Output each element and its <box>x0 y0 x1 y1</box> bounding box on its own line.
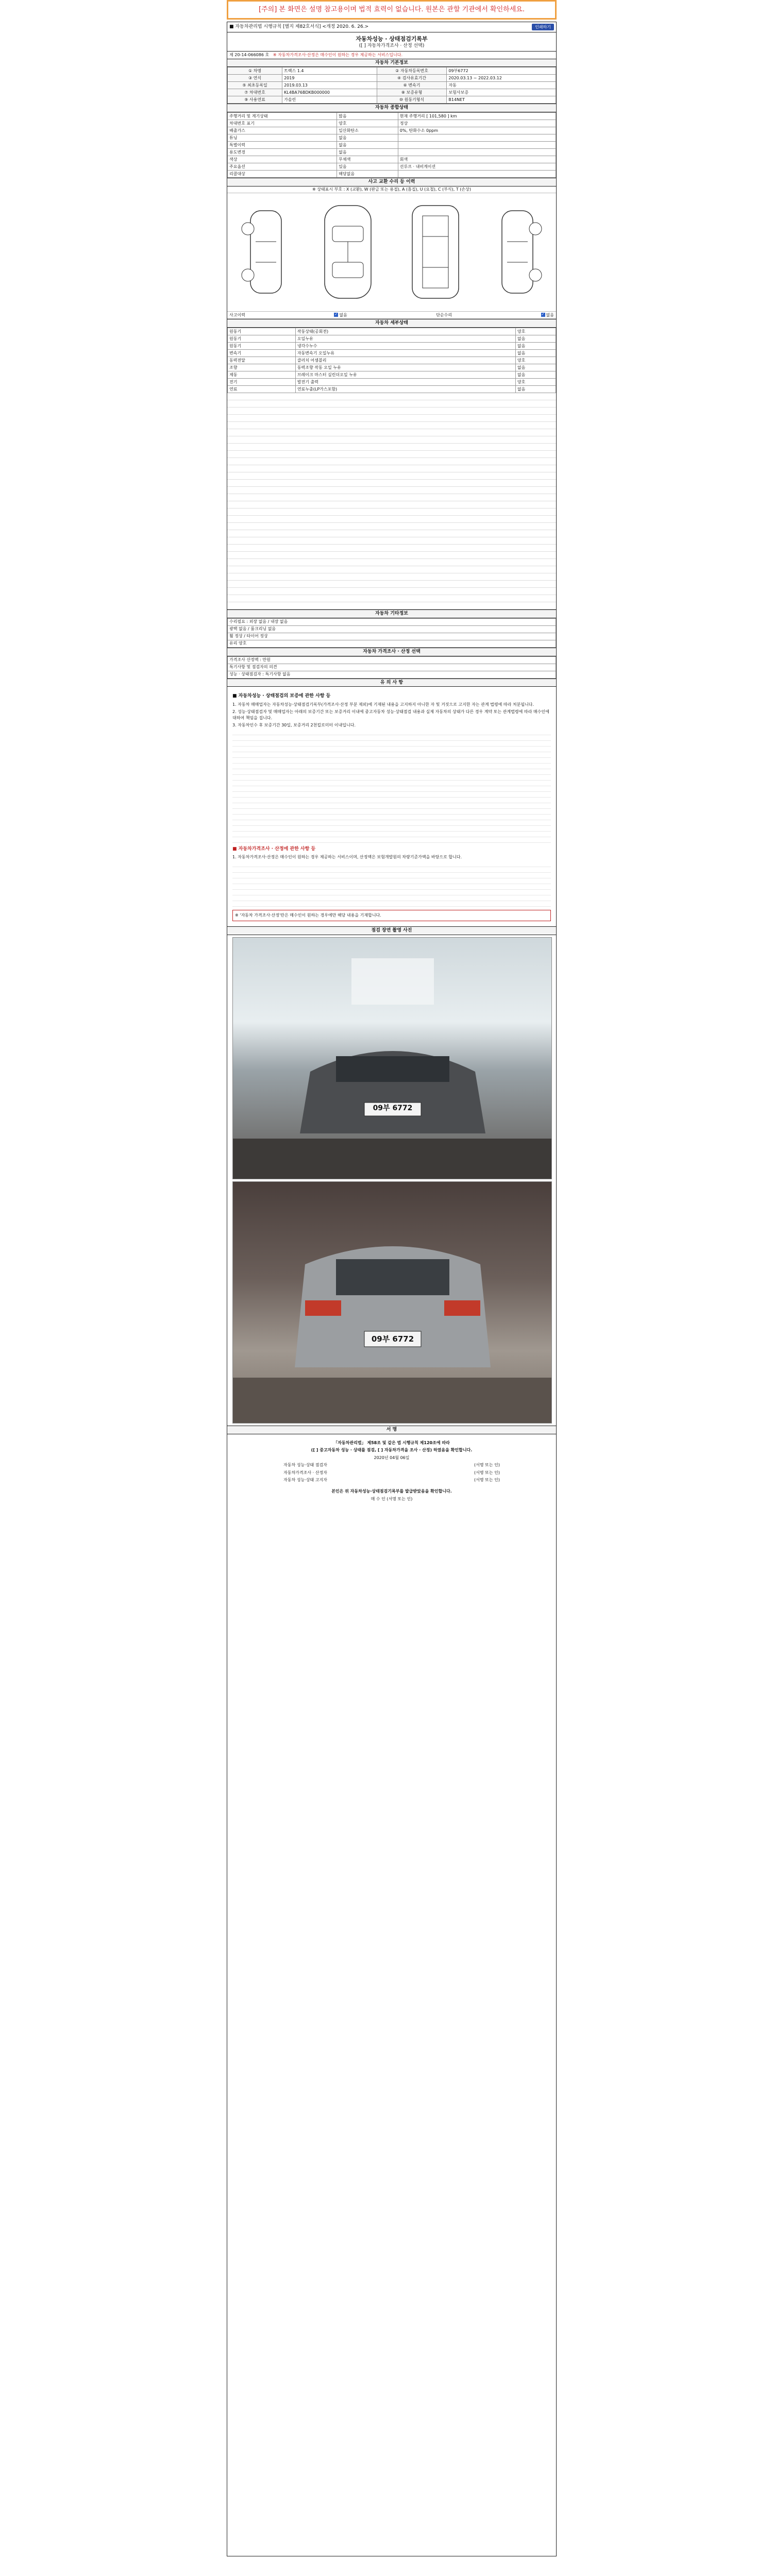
basic-info-cell: ② 자동차등록번호 <box>377 67 447 75</box>
overall-state-cell: 용도변경 <box>228 149 337 156</box>
car-left-view-icon <box>232 206 299 298</box>
overall-state-row <box>228 171 556 178</box>
detail-cell: 없음 <box>515 364 556 371</box>
basic-info-heading: 자동차 기본정보 <box>227 59 556 67</box>
signature-line-2: ([ ] 중고자동차 성능 · 상태를 점검, [ ] 자동차가격을 조사 · 산정) 하였음을 확인합니다. <box>311 1448 473 1453</box>
overall-state-cell: 일산화탄소 <box>337 127 398 134</box>
accident-heading: 사고 교환 수리 등 이력 <box>227 178 556 187</box>
overall-state-cell: 차대번호 표기 <box>228 120 337 127</box>
basic-info-cell: 2019 <box>282 75 377 82</box>
detail-cell: 없음 <box>515 349 556 357</box>
basic-info-cell: KL4BA76BDKB000000 <box>282 89 377 96</box>
notes-continued <box>232 730 551 843</box>
basic-info-cell: ⑤ 최초등록일 <box>228 82 282 89</box>
detail-cell: 양호 <box>515 328 556 335</box>
rear-plate-text: 09부 6772 <box>371 1334 414 1344</box>
front-plate-text: 09부 6772 <box>373 1104 413 1113</box>
overall-state-cell: 양호 <box>337 120 398 127</box>
note-paragraph: 2. 성능·상태점검자 및 매매업자는 아래의 보증기간 또는 보증거리 이내에 중고자동차 성능·상태점검 내용과 실제 자동차의 상태가 다른 경우 계약 또는 관계법령에 따라 매수인에 대하여 책임을 집니다. <box>232 709 549 720</box>
detail-table-continued <box>227 393 556 609</box>
overall-state-table <box>227 112 556 178</box>
etc-row <box>228 633 556 640</box>
detail-row <box>228 328 556 335</box>
note-paragraph: 1. 자동차가격조사·산정은 매수인이 원하는 경우 제공하는 서비스이며, 산정액은 보험개발원의 차량기준가액을 바탕으로 합니다. <box>232 855 462 860</box>
basic-info-cell: ⑨ 사용연료 <box>228 96 282 104</box>
document-topbar <box>227 22 556 32</box>
overall-state-row <box>228 113 556 120</box>
basic-info-cell: 보험사보증 <box>447 89 556 96</box>
signature-block <box>227 1434 556 1508</box>
overall-state-cell: 없음 <box>337 149 398 156</box>
detail-cell: 원동기 <box>228 328 296 335</box>
signature-footer: 본인은 위 자동차성능·상태점검기록부를 발급받았음을 확인합니다. <box>331 1489 452 1494</box>
overall-state-heading: 자동차 종합상태 <box>227 104 556 112</box>
notes-continued-2 <box>232 861 551 908</box>
etc-row <box>228 625 556 633</box>
basic-info-cell: ⑩ 원동기형식 <box>377 96 447 104</box>
inspection-photo-rear <box>232 1181 552 1423</box>
overall-state-cell: 있음 <box>337 163 398 171</box>
signature-row-notifier: 자동차 성능·상태 고지자 (서명 또는 인) <box>283 1477 500 1482</box>
overall-state-cell: 0%, 탄화수소 0ppm <box>398 127 556 134</box>
detail-cell: 연료 <box>228 385 296 393</box>
basic-info-cell: 2019.03.13 <box>282 82 377 89</box>
accident-value: ✓ 없음 <box>334 313 347 318</box>
basic-info-cell: B14NET <box>447 96 556 104</box>
detail-cell: 작동상태(공회전) <box>295 328 515 335</box>
accident-label: 사고이력 <box>229 312 245 317</box>
car-top-view-icon <box>309 200 386 303</box>
inspection-photo-front <box>232 937 552 1179</box>
special-note-label: 특기사항 및 점검자의 의견 <box>228 664 556 671</box>
buyer-signature: 매 수 인 (서명 또는 인) <box>371 1496 413 1501</box>
doc-number: 제 20-14-066086 호 <box>229 52 270 57</box>
basic-info-cell: ⑥ 변속기 <box>377 82 447 89</box>
detail-cell: 클러치 어셈블리 <box>295 357 515 364</box>
car-bottom-view-icon <box>397 200 474 303</box>
etc-heading: 자동차 기타정보 <box>227 609 556 618</box>
overall-state-cell: 현재 주행거리 [ 101,580 ] km <box>398 113 556 120</box>
basic-info-cell: ① 차명 <box>228 67 282 75</box>
repair-value: ✓ 없음 <box>541 313 554 318</box>
detail-cell: 없음 <box>515 342 556 349</box>
accident-history-row <box>227 312 556 319</box>
car-front-photo-icon <box>233 938 552 1179</box>
overall-state-cell: 회색 <box>398 156 556 163</box>
overall-state-row <box>228 134 556 142</box>
detail-cell: 없음 <box>515 371 556 378</box>
overall-state-cell: 선루프 · 내비게이션 <box>398 163 556 171</box>
basic-info-cell: 2020.03.13 ~ 2022.03.12 <box>447 75 556 82</box>
form-reference: ■ 자동차관리법 시행규칙 [별지 제82호서식] <개정 2020. 6. 26.> <box>229 24 369 30</box>
overall-state-row <box>228 149 556 156</box>
overall-state-cell <box>398 142 556 149</box>
detail-cell: 없음 <box>515 335 556 342</box>
overall-state-row <box>228 142 556 149</box>
overall-state-cell: 없음 <box>337 142 398 149</box>
overall-state-cell: 해당없음 <box>337 171 398 178</box>
detail-row <box>228 385 556 393</box>
detail-row <box>228 335 556 342</box>
basic-info-cell: ④ 검사유효기간 <box>377 75 447 82</box>
basic-info-cell: 09부6772 <box>447 67 556 75</box>
document-title: 자동차성능 · 상태점검기록부 <box>356 36 428 42</box>
etc-item: 수리필요 : 외장 없음 / 내장 없음 <box>228 618 556 625</box>
warning-notice: [주의] 본 화면은 설명 참고용이며 법적 효력이 없습니다. 원본은 관할 기관에서 확인하세요. <box>227 0 557 20</box>
overall-state-row <box>228 163 556 171</box>
car-rear-photo-icon <box>233 1182 552 1423</box>
signature-row-appraiser: 자동차가격조사 · 산정자 (서명 또는 인) <box>283 1470 500 1475</box>
signature-date: 2020년 04월 06일 <box>374 1455 410 1460</box>
overall-state-cell: 많음 <box>337 113 398 120</box>
notes-body <box>227 687 556 926</box>
detail-cell: 조향 <box>228 364 296 371</box>
detail-cell: 양호 <box>515 378 556 385</box>
basic-info-row <box>228 82 556 89</box>
detail-cell: 발전기 출력 <box>295 378 515 385</box>
detail-row <box>228 364 556 371</box>
price-row: 가격조사 산정액 : 만원 <box>228 656 556 664</box>
overall-state-cell: 배출가스 <box>228 127 337 134</box>
detail-cell: 원동기 <box>228 342 296 349</box>
detail-cell: 동력전달 <box>228 357 296 364</box>
basic-info-row <box>228 67 556 75</box>
price-note: ※ 자동차가격조사·산정은 매수인이 원하는 경우 제공하는 서비스입니다. <box>273 52 403 57</box>
basic-info-cell: ⑦ 차대번호 <box>228 89 282 96</box>
detail-cell: 양호 <box>515 357 556 364</box>
detail-cell: 브레이크 마스터 실린더오일 누유 <box>295 371 515 378</box>
detail-row <box>228 349 556 357</box>
notes-section-2-title: ■ 자동차가격조사 · 산정에 관한 사항 등 <box>232 846 316 852</box>
document-number <box>227 51 556 59</box>
overall-state-cell <box>398 171 556 178</box>
detail-cell: 연료누출(LP가스포함) <box>295 385 515 393</box>
etc-item: 광택 없음 / 룸크리닝 없음 <box>228 625 556 633</box>
overall-state-cell: 특별이력 <box>228 142 337 149</box>
detail-cell: 제동 <box>228 371 296 378</box>
photo-heading: 점검 장면 촬영 사진 <box>227 926 556 935</box>
overall-state-row <box>228 127 556 134</box>
signature-heading: 서 명 <box>227 1426 556 1434</box>
notes-heading: 유 의 사 항 <box>227 679 556 687</box>
basic-info-cell: 트랙스 1.4 <box>282 67 377 75</box>
signature-line-1: 「자동차관리법」 제58조 및 같은 법 시행규칙 제120조에 따라 <box>333 1440 450 1445</box>
detail-heading: 자동차 세부상태 <box>227 319 556 328</box>
basic-info-cell: 가솔린 <box>282 96 377 104</box>
detail-cell: 없음 <box>515 385 556 393</box>
overall-state-cell: 주행거리 및 계기상태 <box>228 113 337 120</box>
document-subtitle: ([ ] 자동차가격조사 · 산정 선택) <box>359 43 425 49</box>
overall-state-cell: 주요옵션 <box>228 163 337 171</box>
basic-info-row <box>228 75 556 82</box>
print-button[interactable]: 인쇄하기 <box>532 24 554 31</box>
detail-cell: 자동변속기 오일누유 <box>295 349 515 357</box>
detail-row <box>228 371 556 378</box>
car-right-view-icon <box>484 206 551 298</box>
detail-cell: 오일누유 <box>295 335 515 342</box>
basic-info-row <box>228 89 556 96</box>
basic-info-cell: 자동 <box>447 82 556 89</box>
overall-state-row <box>228 156 556 163</box>
overall-state-cell <box>398 149 556 156</box>
basic-info-cell: ⑧ 보증유형 <box>377 89 447 96</box>
overall-state-cell: 없음 <box>337 134 398 142</box>
signature-row-inspector: 자동차 성능·상태 점검자 (서명 또는 인) <box>283 1463 500 1468</box>
etc-item: 유리 양호 <box>228 640 556 647</box>
overall-state-cell: 무채색 <box>337 156 398 163</box>
price-notice-box: ※ '자동차 가격조사·산정'란은 매수인이 원하는 경우에만 해당 내용을 기재합니다. <box>232 910 551 921</box>
price-table <box>227 656 556 679</box>
detail-cell: 변속기 <box>228 349 296 357</box>
detail-row <box>228 378 556 385</box>
special-note-value: 성능 · 상태점검자 : 특기사항 없음 <box>228 671 556 678</box>
detail-cell: 냉각수누수 <box>295 342 515 349</box>
etc-row <box>228 618 556 625</box>
detail-cell: 전기 <box>228 378 296 385</box>
overall-state-cell: 정상 <box>398 120 556 127</box>
overall-state-cell: 색상 <box>228 156 337 163</box>
detail-cell: 원동기 <box>228 335 296 342</box>
note-paragraph: 1. 자동차 매매업자는 자동차성능·상태점검기록부(가격조사·산정 부분 제외)에 기재된 내용을 고지하지 아니한 자 및 거짓으로 고지한 자는 관계 법령에 따라 처분됩니다. <box>232 702 534 707</box>
overall-state-cell: 리콜대상 <box>228 171 337 178</box>
etc-item: 휠 정상 / 타이어 정상 <box>228 633 556 640</box>
note-paragraph: 3. 자동차인수 후 보증기간 30일, 보증거리 2천킬로미터 이내입니다. <box>232 722 356 727</box>
notes-section-1-title: ■ 자동차성능 · 상태점검의 보증에 관한 사항 등 <box>232 693 331 699</box>
basic-info-row <box>228 96 556 104</box>
inspection-document <box>227 22 557 2556</box>
overall-state-row <box>228 120 556 127</box>
detail-table <box>227 328 556 393</box>
price-heading: 자동차 가격조사 · 산정 선택 <box>227 648 556 656</box>
overall-state-cell: 튜닝 <box>228 134 337 142</box>
etc-row <box>228 640 556 647</box>
detail-cell: 동력조향 작동 오일 누유 <box>295 364 515 371</box>
basic-info-table <box>227 67 556 104</box>
overall-state-cell <box>398 134 556 142</box>
basic-info-cell: ③ 연식 <box>228 75 282 82</box>
repair-label: 단순수리 <box>436 312 452 317</box>
etc-table <box>227 618 556 648</box>
detail-row <box>228 357 556 364</box>
car-diagram <box>227 193 556 312</box>
accident-legend-note: ※ 상태표시 부호 : X (교환), W (판금 또는 용접), A (흠집), U (요철), C (부식), T (손상) <box>227 187 556 193</box>
detail-row <box>228 342 556 349</box>
